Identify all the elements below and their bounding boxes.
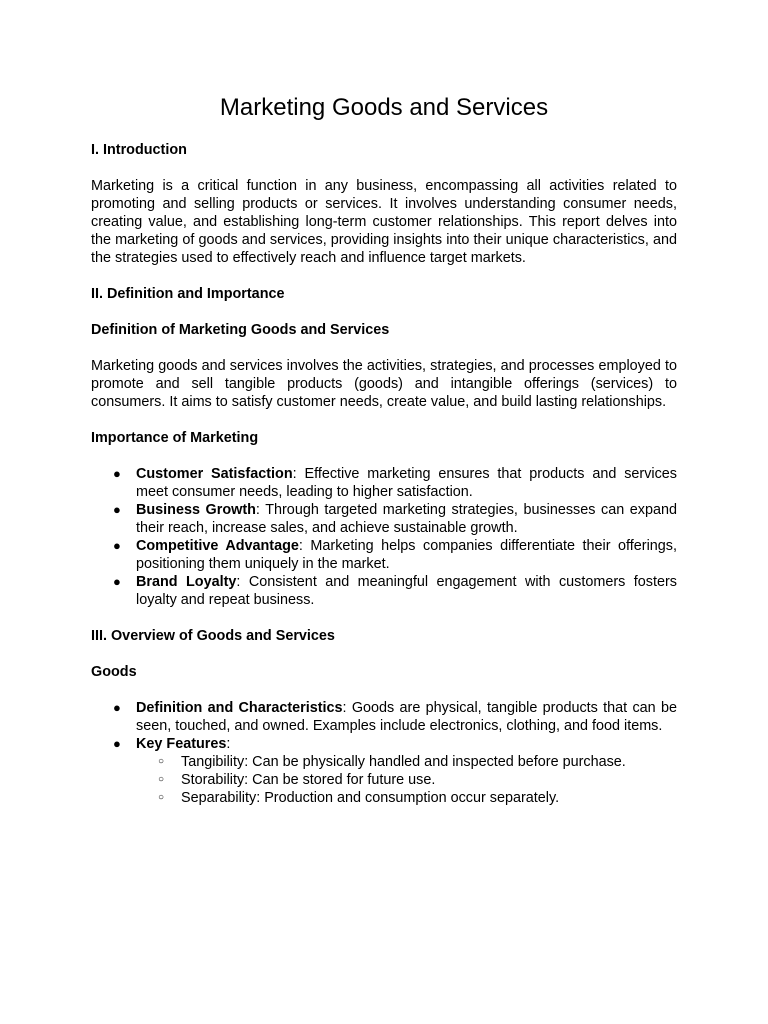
importance-list xyxy=(91,465,677,609)
list-item xyxy=(91,699,677,735)
sub-list-item xyxy=(136,753,677,771)
item-term: Definition and Characteristics xyxy=(136,700,343,716)
list-item xyxy=(91,735,677,807)
item-term: Key Features xyxy=(136,736,227,752)
bullet-icon: ● xyxy=(113,574,121,589)
item-text: : Through targeted marketing strategies, businesses can expand their reach, increase sales, and achieve sustainable growth. xyxy=(136,502,677,536)
hollow-bullet-icon: ○ xyxy=(158,774,165,785)
item-term: Brand Loyalty xyxy=(136,574,237,590)
hollow-bullet-icon: ○ xyxy=(158,792,165,803)
goods-heading: Goods xyxy=(91,664,137,680)
definition-importance-heading: II. Definition and Importance xyxy=(91,286,285,302)
item-text: : Effective marketing ensures that products and services meet consumer needs, leading to higher satisfaction. xyxy=(136,466,677,500)
intro-heading: I. Introduction xyxy=(91,142,187,158)
overview-heading: III. Overview of Goods and Services xyxy=(91,628,335,644)
bullet-icon: ● xyxy=(113,700,121,715)
list-item xyxy=(91,573,677,609)
intro-paragraph: Marketing is a critical function in any business, encompassing all activities related to promoting and selling products or services. It involves understanding consumer needs, creating value, and establishing long-term customer relationships. This report delves into the marketing of goods and services, providing insights into their unique characteristics, and the strategies used to effectively reach and influence target markets. xyxy=(91,178,677,266)
document-body xyxy=(91,141,677,825)
definition-subheading: Definition of Marketing Goods and Services xyxy=(91,322,390,338)
item-text: : Marketing helps companies differentiate their offerings, positioning them uniquely in the market. xyxy=(136,538,677,572)
sub-list-item xyxy=(136,771,677,789)
sub-list-item xyxy=(136,789,677,807)
bullet-icon: ● xyxy=(113,736,121,751)
item-term: Competitive Advantage xyxy=(136,538,299,554)
item-term: Business Growth xyxy=(136,502,256,518)
importance-heading: Importance of Marketing xyxy=(91,430,259,446)
feature-text: Separability: Production and consumption occur separately. xyxy=(181,790,560,806)
bullet-icon: ● xyxy=(113,502,121,517)
key-features-list xyxy=(136,753,677,807)
list-item xyxy=(91,501,677,537)
list-item xyxy=(91,537,677,573)
item-text: : Consistent and meaningful engagement with customers fosters loyalty and repeat business. xyxy=(136,574,677,608)
hollow-bullet-icon: ○ xyxy=(158,756,165,767)
bullet-icon: ● xyxy=(113,538,121,553)
bullet-icon: ● xyxy=(113,466,121,481)
list-item xyxy=(91,465,677,501)
item-text: : xyxy=(226,736,231,752)
item-term: Customer Satisfaction xyxy=(136,466,293,482)
feature-text: Storability: Can be stored for future use. xyxy=(181,772,436,788)
document-title: Marketing Goods and Services xyxy=(219,94,549,121)
goods-list xyxy=(91,699,677,807)
item-text: : Goods are physical, tangible products that can be seen, touched, and owned. Examples include electronics, clothing, and food items. xyxy=(136,700,677,734)
feature-text: Tangibility: Can be physically handled and inspected before purchase. xyxy=(181,754,626,770)
definition-paragraph: Marketing goods and services involves the activities, strategies, and processes employed to promote and sell tangible products (goods) and intangible offerings (services) to consumers. It aims to satisfy customer needs, create value, and build lasting relationships. xyxy=(91,358,677,410)
